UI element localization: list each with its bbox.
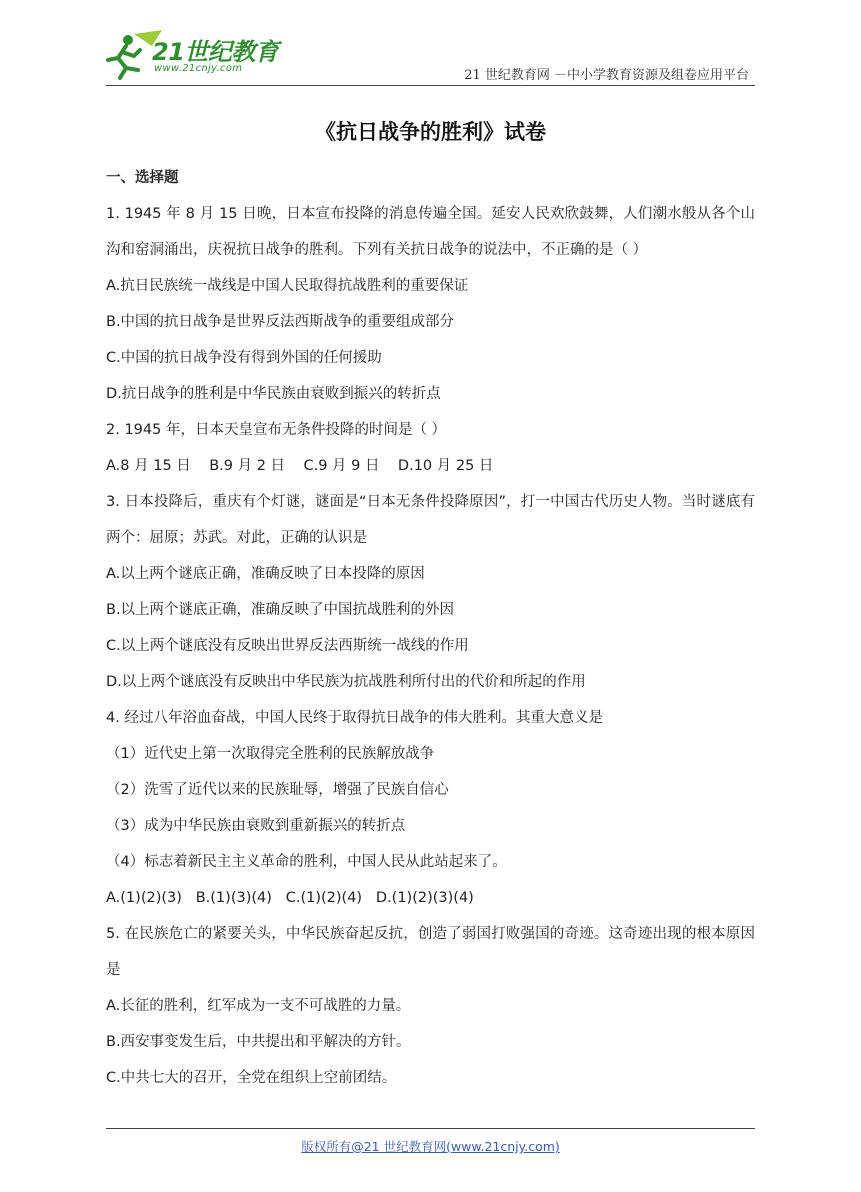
question-5-option-a[interactable]: A.长征的胜利，红军成为一支不可战胜的力量。 bbox=[106, 998, 411, 1014]
exam-content bbox=[106, 160, 755, 1096]
site-tagline: 21 世纪教育网 －中小学教育资源及组卷应用平台 bbox=[464, 68, 749, 83]
copyright-link[interactable]: 版权所有@21 世纪教育网(www.21cnjy.com) bbox=[301, 1139, 560, 1154]
question-4-stem: 4. 经过八年浴血奋战，中国人民终于取得抗日战争的伟大胜利。其重大意义是 bbox=[106, 710, 603, 726]
question-5-option-c[interactable]: C.中共七大的召开，全党在组织上空前团结。 bbox=[106, 1070, 397, 1086]
question-1-stem: 1. 1945 年 8 月 15 日晚，日本宣布投降的消息传遍全国。延安人民欢欣鼓舞，人们潮水般从各个山沟和窑洞涌出，庆祝抗日战争的胜利。下列有关抗日战争的说法中，不正确的是（ ） bbox=[106, 206, 755, 258]
question-3-option-b[interactable]: B.以上两个谜底正确，准确反映了中国抗战胜利的外因 bbox=[106, 602, 455, 618]
question-3-stem: 3. 日本投降后，重庆有个灯谜，谜面是“日本无条件投降原因”，打一中国古代历史人物。当时谜底有两个：屈原；苏武。对此，正确的认识是 bbox=[106, 494, 755, 546]
question-1-option-c[interactable]: C.中国的抗日战争没有得到外国的任何援助 bbox=[106, 350, 382, 366]
site-logo[interactable] bbox=[104, 30, 294, 85]
question-4-item-3: （3）成为中华民族由衰败到重新振兴的转折点 bbox=[106, 818, 406, 834]
logo-url: www.21cnjy.com bbox=[154, 63, 243, 74]
question-4-options[interactable]: A.(1)(2)(3) B.(1)(3)(4) C.(1)(2)(4) D.(1)(2)(3)(4) bbox=[106, 890, 474, 906]
question-3-option-a[interactable]: A.以上两个谜底正确，准确反映了日本投降的原因 bbox=[106, 566, 425, 582]
logo-text: 21世纪教育 bbox=[152, 38, 279, 66]
footer-divider bbox=[106, 1128, 755, 1129]
question-4-item-4: （4）标志着新民主主义革命的胜利，中国人民从此站起来了。 bbox=[106, 854, 507, 870]
question-1-option-b[interactable]: B.中国的抗日战争是世界反法西斯战争的重要组成部分 bbox=[106, 314, 455, 330]
question-5-option-b[interactable]: B.西安事变发生后，中共提出和平解决的方针。 bbox=[106, 1034, 411, 1050]
page-title: 《抗日战争的胜利》试卷 bbox=[315, 120, 546, 144]
header-divider bbox=[106, 85, 755, 86]
question-2-stem: 2. 1945 年，日本天皇宣布无条件投降的时间是（ ） bbox=[106, 422, 447, 438]
section-heading: 一、选择题 bbox=[106, 170, 179, 186]
question-5-stem: 5. 在民族危亡的紧要关头，中华民族奋起反抗，创造了弱国打败强国的奇迹。这奇迹出现的根本原因是 bbox=[106, 926, 755, 978]
question-1-option-d[interactable]: D.抗日战争的胜利是中华民族由衰败到振兴的转折点 bbox=[106, 386, 441, 402]
question-3-option-c[interactable]: C.以上两个谜底没有反映出世界反法西斯统一战线的作用 bbox=[106, 638, 469, 654]
question-3-option-d[interactable]: D.以上两个谜底没有反映出中华民族为抗战胜利所付出的代价和所起的作用 bbox=[106, 674, 586, 690]
question-1-option-a[interactable]: A.抗日民族统一战线是中国人民取得抗战胜利的重要保证 bbox=[106, 278, 469, 294]
question-2-options[interactable]: A.8 月 15 日 B.9 月 2 日 C.9 月 9 日 D.10 月 25 日 bbox=[106, 458, 494, 474]
question-4-item-1: （1）近代史上第一次取得完全胜利的民族解放战争 bbox=[106, 746, 435, 762]
question-4-item-2: （2）洗雪了近代以来的民族耻辱，增强了民族自信心 bbox=[106, 782, 449, 798]
